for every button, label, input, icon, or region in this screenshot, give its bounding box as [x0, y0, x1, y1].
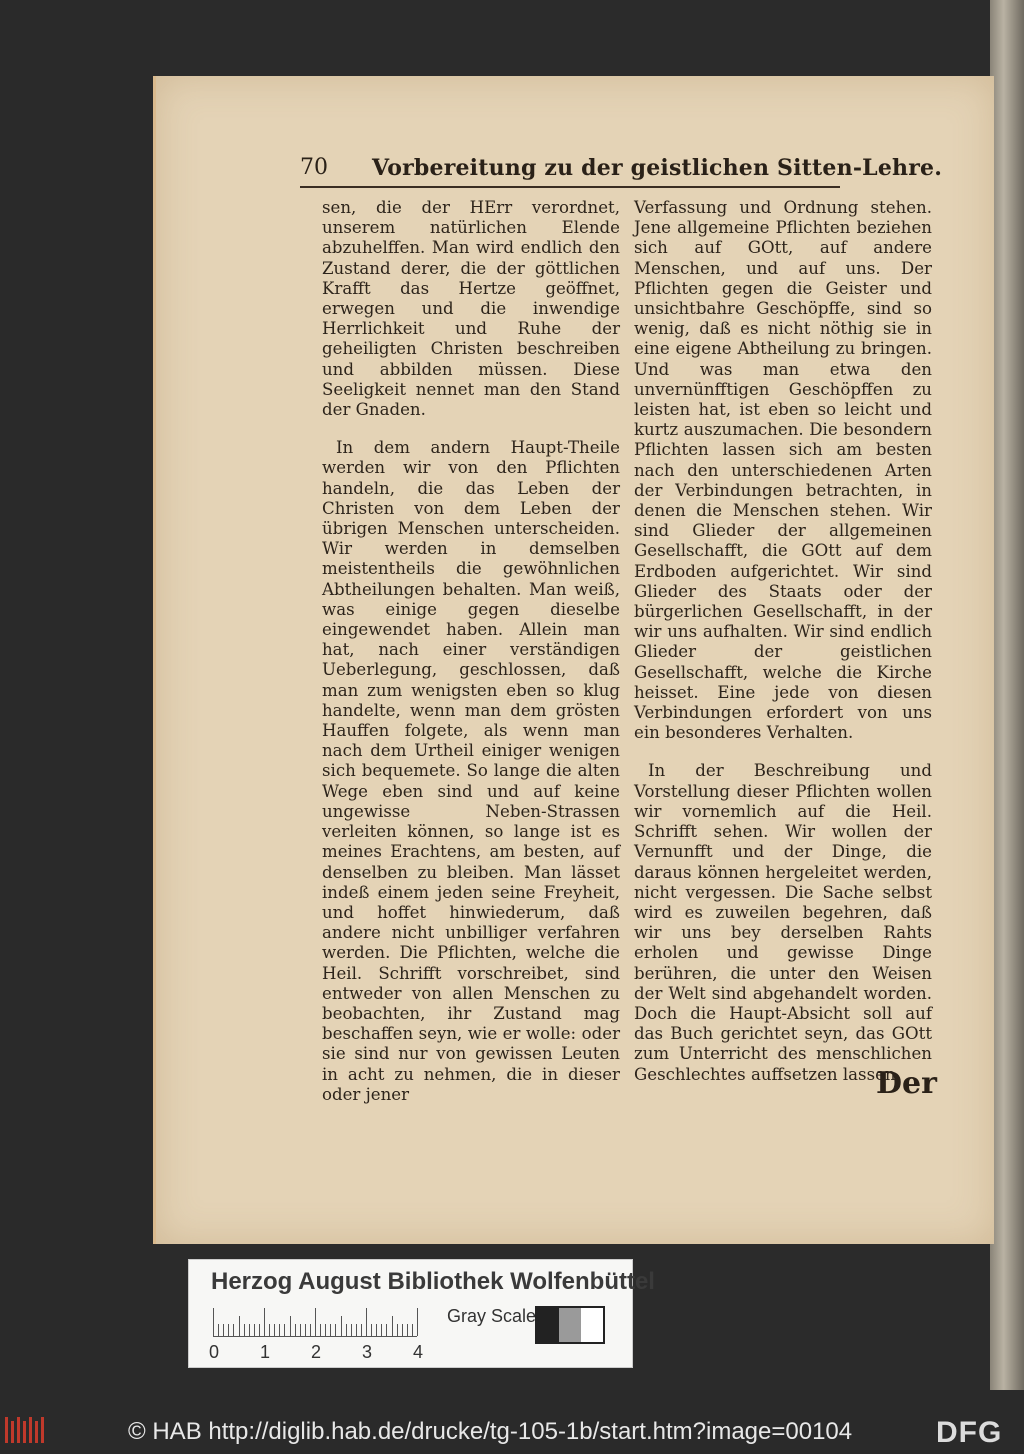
hab-logo-icon — [4, 1415, 46, 1445]
ruler-tick — [371, 1324, 372, 1336]
page-number: 70 — [300, 155, 328, 180]
paragraph: Verfassung und Ordnung stehen. Jene allgemeine Pflichten beziehen sich auf GOtt, auf andere Menschen, und auf uns. Der Pflichten gegen die Geister und unsichtbahre Geschöpffe, sind so wenig, daß es nicht nöthig sie in eine eigene Abtheilung zu bringen. Und was man etwa den unvernünfftigen Geschöpffen zu leisten hat, ist eben so leicht und kurtz auszumachen. Die besondern Pflichten lassen sich am besten nach den unterschiedenen Arten der Verbindungen betrachten, in denen die Menschen stehen. Wir sind Glieder der allgemeinen Gesellschafft, die GOtt auf dem Erdboden aufgerichtet. Wir sind Glieder des Staats oder der bürgerlichen Gesellschafft, in der wir uns aufhalten. Wir sind endlich Glieder der geistlichen Gesellschafft, welche die Kirche heisset. Eine jede von diesen Verbindungen erfordert von uns ein besonderes Verhalten. — [634, 198, 932, 743]
ruler-tick — [341, 1316, 342, 1336]
paragraph: In der Beschreibung und Vorstellung dieser Pflichten wollen wir vornemlich auf die Heil. Schrifft sehen. Wir wollen der Vernunfft und der Dinge, die daraus können hergeleitet werden, nicht vergessen. Die Sache selbst wird es zuweilen begehren, daß wir uns bey derselben Rahts erholen und gewisse Dinge berühren, die unter den Weisen der Welt sind abgehandelt worden. Doch die Haupt-Absicht soll auf das Buch gerichtet seyn, das GOtt zum Unterricht des menschlichen Geschlechtes auffsetzen lassen. — [634, 761, 932, 1084]
paragraph: sen, die der HErr verordnet, unserem natürlichen Elende abzuhelffen. Man wird endlich den Zustand derer, die der göttlichen Krafft das Hertze geöffnet, erwegen und die inwendige Herrlichkeit und Ruhe der geheiligten Christen beschreiben und abbilden müssen. Diese Seeligkeit nennet man den Stand der Gnaden. — [322, 198, 620, 420]
ruler-tick — [376, 1324, 377, 1336]
ruler-tick — [249, 1324, 250, 1336]
left-column — [322, 198, 620, 1105]
swatch-mid — [559, 1308, 581, 1342]
ruler-number: 2 — [311, 1342, 322, 1362]
copyright-url[interactable]: © HAB http://diglib.hab.de/drucke/tg-105-1b/start.htm?image=00104 — [128, 1418, 853, 1445]
ruler-tick — [218, 1324, 219, 1336]
ruler-number: 1 — [260, 1342, 271, 1362]
ruler-tick — [259, 1324, 260, 1336]
ruler-tick — [284, 1324, 285, 1336]
ruler-tick — [392, 1316, 393, 1336]
book-edge — [990, 0, 1024, 1390]
ruler-tick — [325, 1324, 326, 1336]
ruler-tick — [366, 1308, 367, 1336]
gray-scale-label: Gray Scale — [447, 1306, 537, 1326]
ruler-tick — [361, 1324, 362, 1336]
ruler — [213, 1308, 417, 1337]
ruler-number: 0 — [209, 1342, 220, 1362]
ruler-tick — [407, 1324, 408, 1336]
swatch-light — [581, 1308, 603, 1342]
ruler-tick — [244, 1324, 245, 1336]
ruler-tick — [228, 1324, 229, 1336]
ruler-tick — [402, 1324, 403, 1336]
library-name: Herzog August Bibliothek Wolfenbüttel — [211, 1268, 655, 1295]
ruler-tick — [335, 1324, 336, 1336]
ruler-tick — [356, 1324, 357, 1336]
ruler-tick — [397, 1324, 398, 1336]
ruler-tick — [300, 1324, 301, 1336]
page-header — [300, 155, 943, 187]
ruler-tick — [386, 1324, 387, 1336]
ruler-tick — [412, 1324, 413, 1336]
ruler-tick — [290, 1316, 291, 1336]
ruler-tick — [346, 1324, 347, 1336]
ruler-tick — [330, 1324, 331, 1336]
ruler-tick — [305, 1324, 306, 1336]
ruler-tick — [213, 1308, 214, 1336]
ruler-tick — [279, 1324, 280, 1336]
ruler-number: 3 — [362, 1342, 373, 1362]
ruler-tick — [295, 1324, 296, 1336]
ruler-tick — [254, 1324, 255, 1336]
dfg-logo: DFG — [936, 1416, 1003, 1449]
ruler-tick — [351, 1324, 352, 1336]
ruler-tick — [269, 1324, 270, 1336]
ruler-tick — [315, 1308, 316, 1336]
ruler-tick — [320, 1324, 321, 1336]
ruler-tick — [239, 1316, 240, 1336]
ruler-tick — [223, 1324, 224, 1336]
ruler-tick — [417, 1308, 418, 1336]
running-head: Vorbereitung zu der geistlichen Sitten-Lehre. — [372, 155, 943, 181]
swatch-dark — [537, 1308, 559, 1342]
gray-scale-card — [188, 1259, 655, 1368]
paragraph: In dem andern Haupt-Theile werden wir von den Pflichten handeln, die das Leben der Christen von dem Leben der übrigen Menschen unterscheiden. Wir werden in demselben meistentheils die gewöhnlichen Abtheilungen behalten. Man weiß, was einige gegen dieselbe eingewendet haben. Allein man hat, nach einer verständigen Ueberlegung, geschlossen, daß man zum wenigsten eben so klug handelte, wenn man dem grösten Hauffen folgete, als wenn man nach dem Urtheil einiger wenigen sich bequemete. So lange die alten Wege eben sind und auf keine ungewisse Neben-Strassen verleiten können, so lange ist es meines Erachtens, am besten, auf denselben zu bleiben. Man lässet indeß einem jeden seine Freyheit, und hoffet hinwiederum, daß andere nicht unbilliger verfahren werden. Die Pflichten, welche die Heil. Schrifft vorschreibet, sind entweder von allen Menschen zu beobachten, ihr Zustand mag beschaffen seyn, wie er wolle: oder sie sind nur von gewissen Leuten in acht zu nehmen, die in dieser oder jener — [322, 438, 620, 1104]
ruler-number: 4 — [413, 1342, 424, 1362]
ruler-tick — [233, 1324, 234, 1336]
ruler-tick — [274, 1324, 275, 1336]
scan-background-left — [0, 0, 160, 1390]
ruler-tick — [381, 1324, 382, 1336]
header-rule — [300, 186, 840, 188]
ruler-tick — [264, 1308, 265, 1336]
catchword: Der — [876, 1066, 937, 1101]
right-column — [634, 198, 932, 1085]
gray-swatches — [535, 1306, 605, 1344]
ruler-tick — [310, 1324, 311, 1336]
